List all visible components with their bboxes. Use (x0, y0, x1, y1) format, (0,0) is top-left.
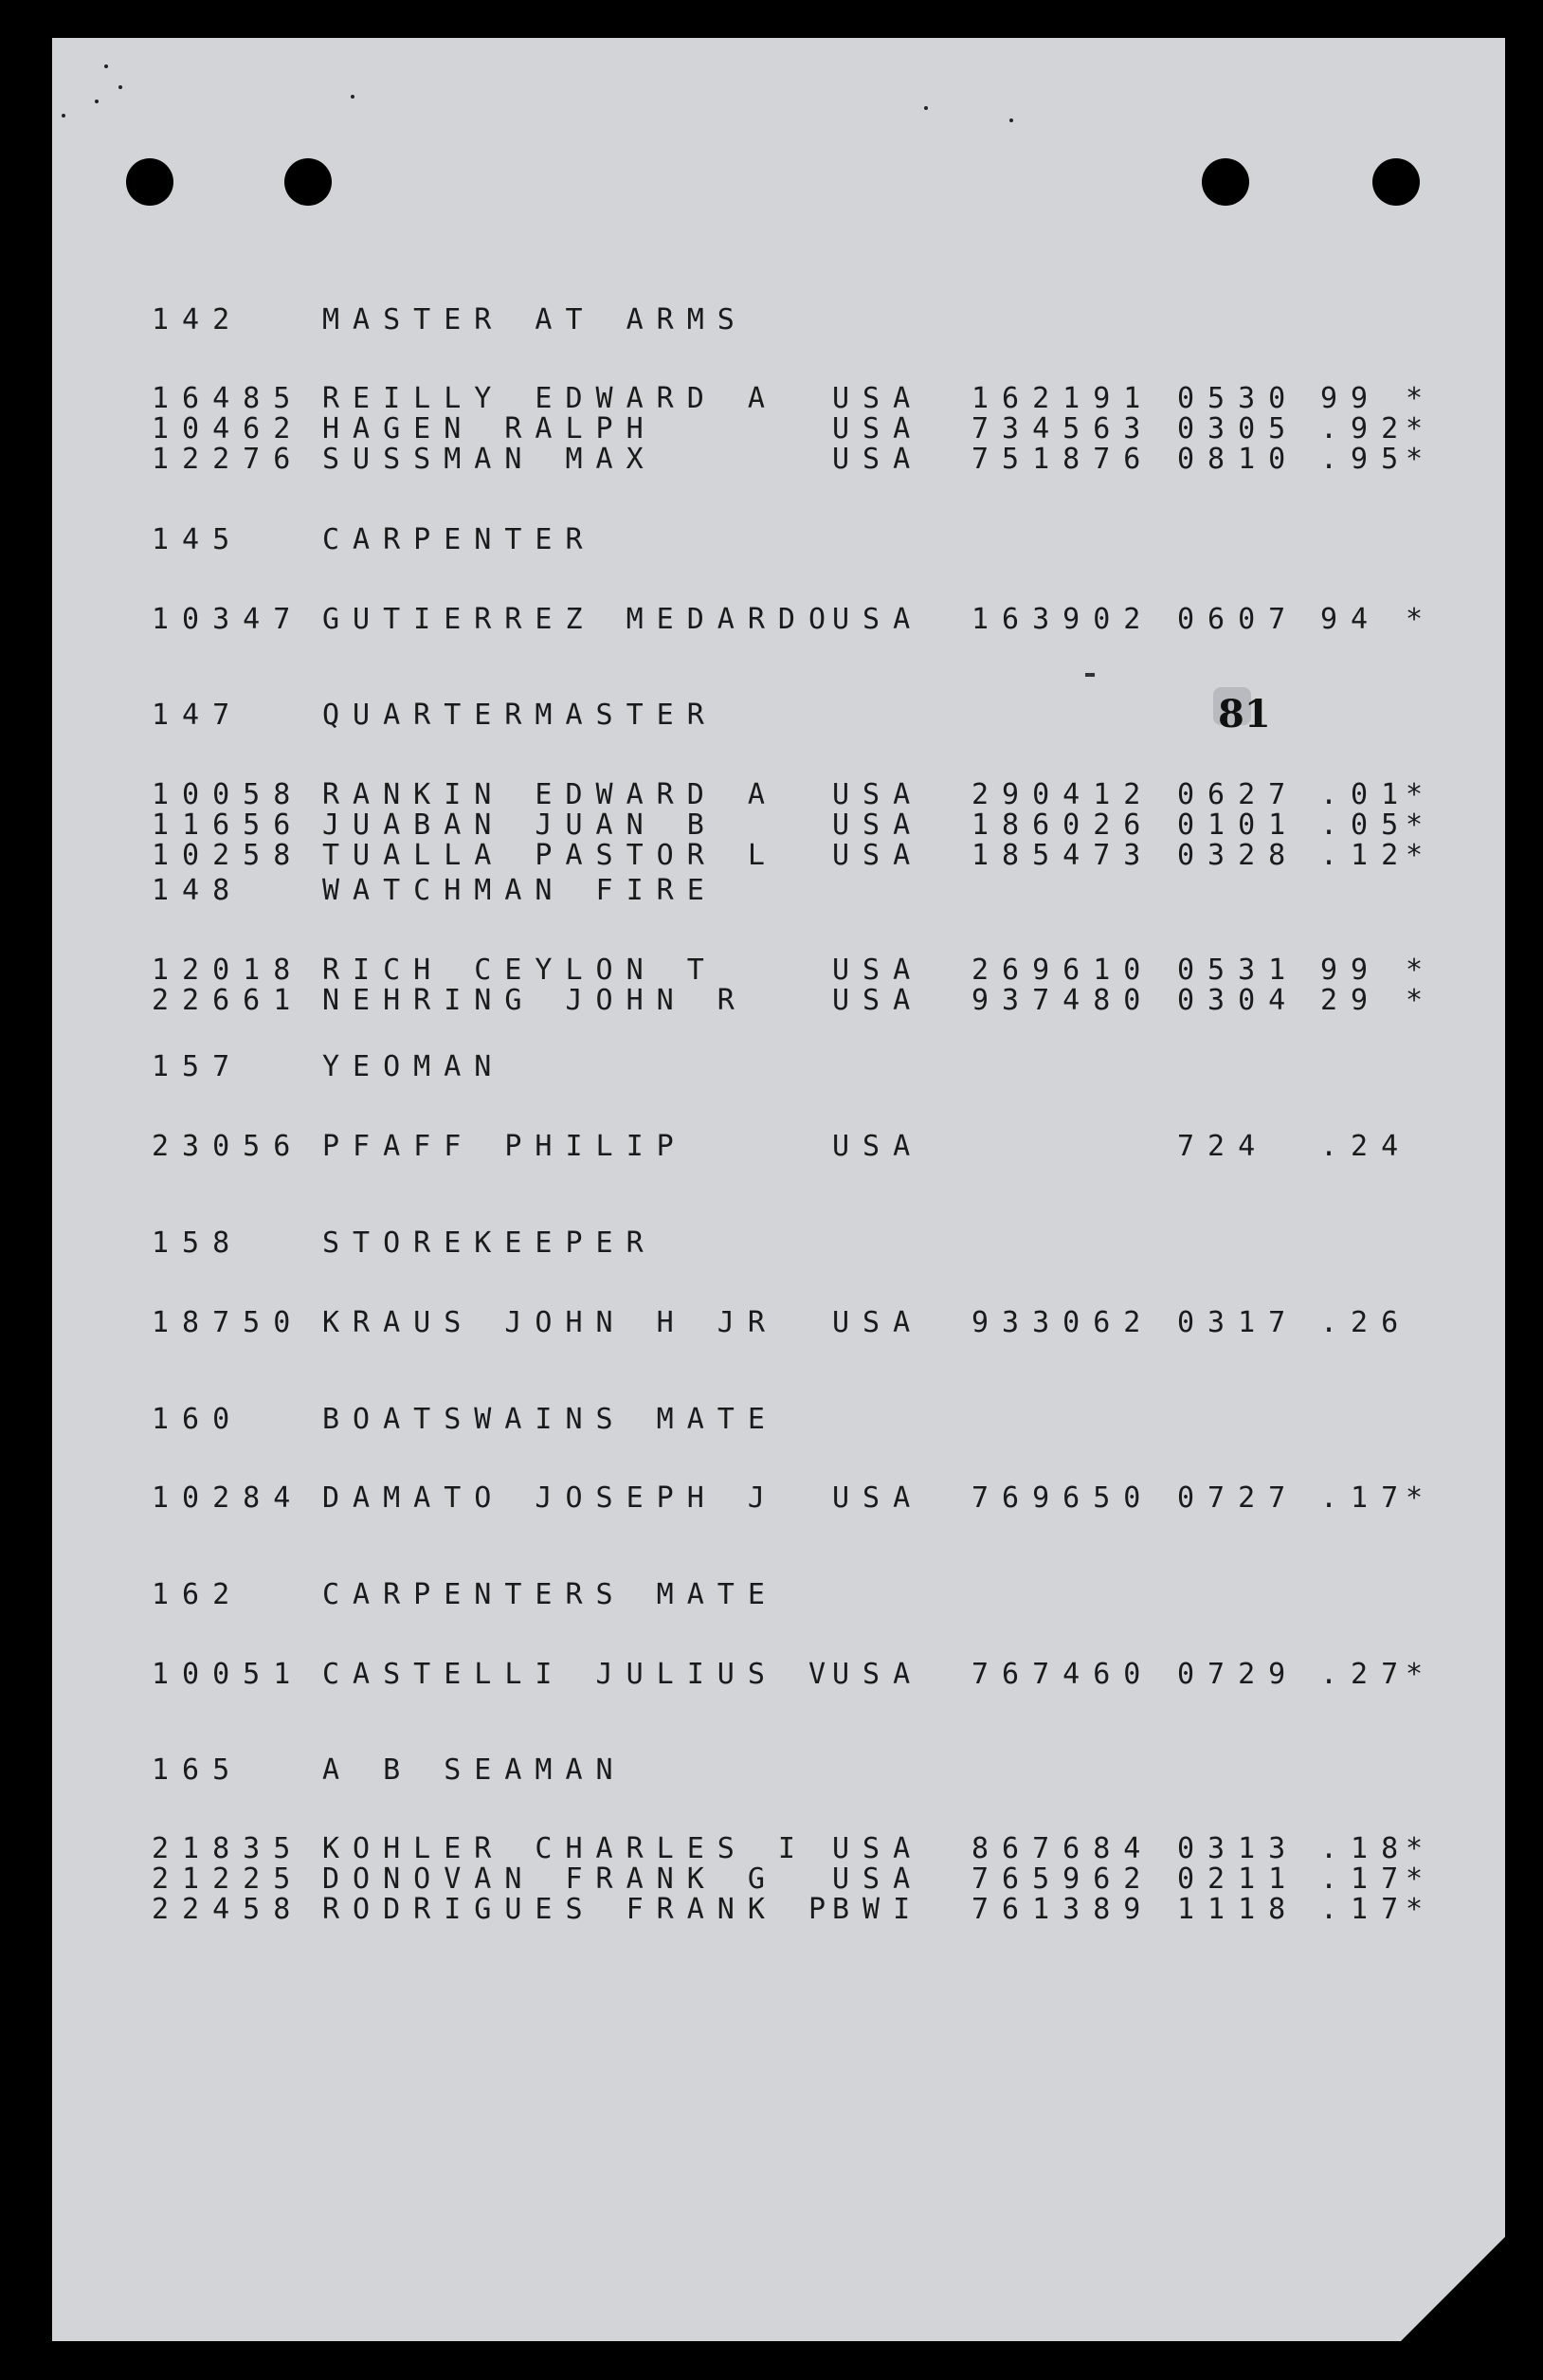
entry-code: 0530 (1177, 382, 1299, 415)
entry-id: 21835 (152, 1832, 304, 1865)
roster-entry (52, 382, 1505, 414)
entry-nationality: USA (832, 984, 924, 1017)
entry-id: 16485 (152, 382, 304, 415)
section-code: 158 (152, 1226, 244, 1260)
entry-code: 0304 (1177, 984, 1299, 1017)
entry-id: 22458 (152, 1893, 304, 1926)
entry-number: 734563 (971, 412, 1154, 445)
entry-asterisk: * (1406, 1862, 1437, 1896)
entry-code: 0727 (1177, 1481, 1299, 1515)
entry-number: 933062 (971, 1306, 1154, 1339)
entry-name: KRAUS JOHN H JR (322, 1306, 778, 1339)
section-title: STOREKEEPER (322, 1226, 657, 1260)
entry-code: 0328 (1177, 839, 1299, 872)
entry-number: 186026 (971, 808, 1154, 842)
entry-asterisk: * (1406, 412, 1437, 445)
entry-nationality: USA (832, 1481, 924, 1515)
section-title: CARPENTER (322, 523, 596, 556)
section-title: WATCHMAN FIRE (322, 874, 717, 907)
page-number: 81 (1218, 692, 1271, 736)
entry-number: 761389 (971, 1893, 1154, 1926)
punch-hole (284, 158, 332, 206)
entry-code: 0101 (1177, 808, 1299, 842)
entry-name: CASTELLI JULIUS V (322, 1658, 840, 1691)
entry-code: 724 (1177, 1130, 1269, 1163)
section-title: A B SEAMAN (322, 1753, 626, 1787)
roster-entry (52, 1832, 1505, 1864)
roster-entry (52, 954, 1505, 986)
entry-value: .26 (1320, 1306, 1412, 1339)
roster-entry (52, 603, 1505, 635)
entry-id: 10058 (152, 778, 304, 811)
entry-nationality: USA (832, 839, 924, 872)
entry-value: 99 (1320, 954, 1382, 987)
entry-code: 0729 (1177, 1658, 1299, 1691)
entry-id: 18750 (152, 1306, 304, 1339)
punch-hole (1372, 158, 1420, 206)
speck (104, 64, 108, 68)
roster-entry (52, 984, 1505, 1016)
roster-entry (52, 1306, 1505, 1338)
entry-number: 290412 (971, 778, 1154, 811)
entry-id: 11656 (152, 808, 304, 842)
punch-hole (1202, 158, 1249, 206)
entry-value: .17 (1320, 1893, 1412, 1926)
section-title: QUARTERMASTER (322, 699, 717, 732)
entry-nationality: USA (832, 1658, 924, 1691)
entry-value: 99 (1320, 382, 1382, 415)
entry-asterisk: * (1406, 1658, 1437, 1691)
roster-entry (52, 1658, 1505, 1690)
entry-id: 23056 (152, 1130, 304, 1163)
entry-code: 0531 (1177, 954, 1299, 987)
entry-value: .12 (1320, 839, 1412, 872)
section-code: 157 (152, 1050, 244, 1083)
entry-name: PFAFF PHILIP (322, 1130, 687, 1163)
section-code: 148 (152, 874, 244, 907)
roster-entry (52, 1130, 1505, 1162)
entry-id: 10462 (152, 412, 304, 445)
entry-id: 12018 (152, 954, 304, 987)
entry-nationality: USA (832, 1832, 924, 1865)
entry-asterisk: * (1406, 443, 1437, 476)
entry-name: GUTIERREZ MEDARDO (322, 603, 840, 636)
section-header (52, 1578, 1505, 1610)
entry-asterisk: * (1406, 839, 1437, 872)
entry-value: 29 (1320, 984, 1382, 1017)
entry-value: .17 (1320, 1862, 1412, 1896)
entry-nationality: USA (832, 954, 924, 987)
entry-number: 767460 (971, 1658, 1154, 1691)
entry-number: 769650 (971, 1481, 1154, 1515)
speck (1009, 118, 1013, 122)
section-header (52, 1050, 1505, 1082)
roster-entry (52, 443, 1505, 475)
entry-code: 0317 (1177, 1306, 1299, 1339)
entry-number: 269610 (971, 954, 1154, 987)
roster-entry (52, 778, 1505, 810)
entry-nationality: USA (832, 778, 924, 811)
roster-entry (52, 808, 1505, 841)
section-code: 145 (152, 523, 244, 556)
entry-value: 94 (1320, 603, 1382, 636)
speck (924, 106, 928, 110)
speck (95, 100, 99, 103)
section-code: 142 (152, 303, 244, 336)
entry-number: 162191 (971, 382, 1154, 415)
entry-asterisk: * (1406, 984, 1437, 1017)
entry-number: 867684 (971, 1832, 1154, 1865)
entry-name: NEHRING JOHN R (322, 984, 748, 1017)
entry-name: RODRIGUES FRANK P (322, 1893, 840, 1926)
section-title: CARPENTERS MATE (322, 1578, 778, 1611)
entry-asterisk: * (1406, 808, 1437, 842)
entry-name: RANKIN EDWARD A (322, 778, 778, 811)
entry-name: SUSSMAN MAX (322, 443, 657, 476)
entry-asterisk: * (1406, 778, 1437, 811)
entry-nationality: USA (832, 603, 924, 636)
entry-code: 0305 (1177, 412, 1299, 445)
entry-nationality: USA (832, 412, 924, 445)
entry-value: .18 (1320, 1832, 1412, 1865)
entry-nationality: USA (832, 1862, 924, 1896)
section-title: YEOMAN (322, 1050, 505, 1083)
entry-id: 22661 (152, 984, 304, 1017)
entry-nationality: USA (832, 443, 924, 476)
entry-id: 10051 (152, 1658, 304, 1691)
section-header (52, 523, 1505, 555)
entry-code: 0627 (1177, 778, 1299, 811)
entry-value: .92 (1320, 412, 1412, 445)
entry-name: DONOVAN FRANK G (322, 1862, 778, 1896)
entry-number: 765962 (971, 1862, 1154, 1896)
entry-number: 751876 (971, 443, 1154, 476)
entry-asterisk: * (1406, 1893, 1437, 1926)
entry-value: .01 (1320, 778, 1412, 811)
section-code: 147 (152, 699, 244, 732)
entry-value: .17 (1320, 1481, 1412, 1515)
entry-asterisk: * (1406, 382, 1437, 415)
section-header (52, 1226, 1505, 1259)
entry-nationality: BWI (832, 1893, 924, 1926)
section-header (52, 1753, 1505, 1786)
entry-name: JUABAN JUAN B (322, 808, 717, 842)
speck (118, 85, 122, 89)
section-header (52, 874, 1505, 906)
section-title: MASTER AT ARMS (322, 303, 748, 336)
entry-value: .27 (1320, 1658, 1412, 1691)
entry-id: 10284 (152, 1481, 304, 1515)
section-code: 165 (152, 1753, 244, 1787)
entry-asterisk: * (1406, 603, 1437, 636)
entry-nationality: USA (832, 1130, 924, 1163)
entry-asterisk: * (1406, 954, 1437, 987)
entry-number: 937480 (971, 984, 1154, 1017)
entry-number: 185473 (971, 839, 1154, 872)
entry-nationality: USA (832, 382, 924, 415)
document-page (52, 38, 1505, 2341)
section-code: 160 (152, 1403, 244, 1436)
entry-id: 10258 (152, 839, 304, 872)
entry-nationality: USA (832, 1306, 924, 1339)
section-code: 162 (152, 1578, 244, 1611)
punch-hole (126, 158, 173, 206)
pen-mark (1085, 673, 1095, 677)
section-header (52, 1403, 1505, 1435)
entry-id: 12276 (152, 443, 304, 476)
section-title: BOATSWAINS MATE (322, 1403, 778, 1436)
roster-entry (52, 412, 1505, 445)
section-header (52, 303, 1505, 336)
entry-nationality: USA (832, 808, 924, 842)
entry-value: .05 (1320, 808, 1412, 842)
entry-id: 21225 (152, 1862, 304, 1896)
entry-value: .24 (1320, 1130, 1412, 1163)
entry-code: 0810 (1177, 443, 1299, 476)
entry-name: KOHLER CHARLES I (322, 1832, 808, 1865)
entry-asterisk: * (1406, 1481, 1437, 1515)
entry-value: .95 (1320, 443, 1412, 476)
entry-id: 10347 (152, 603, 304, 636)
entry-number: 163902 (971, 603, 1154, 636)
entry-name: HAGEN RALPH (322, 412, 657, 445)
roster-entry (52, 1862, 1505, 1895)
entry-asterisk: * (1406, 1832, 1437, 1865)
roster-entry (52, 1893, 1505, 1925)
section-header (52, 699, 1505, 731)
speck (62, 114, 65, 118)
entry-code: 0313 (1177, 1832, 1299, 1865)
entry-name: RICH CEYLON T (322, 954, 717, 987)
entry-code: 0211 (1177, 1862, 1299, 1896)
entry-code: 1118 (1177, 1893, 1299, 1926)
speck (351, 95, 354, 99)
roster-entry (52, 1481, 1505, 1514)
entry-name: TUALLA PASTOR L (322, 839, 778, 872)
entry-name: DAMATO JOSEPH J (322, 1481, 778, 1515)
roster-entry (52, 839, 1505, 871)
entry-code: 0607 (1177, 603, 1299, 636)
entry-name: REILLY EDWARD A (322, 382, 778, 415)
